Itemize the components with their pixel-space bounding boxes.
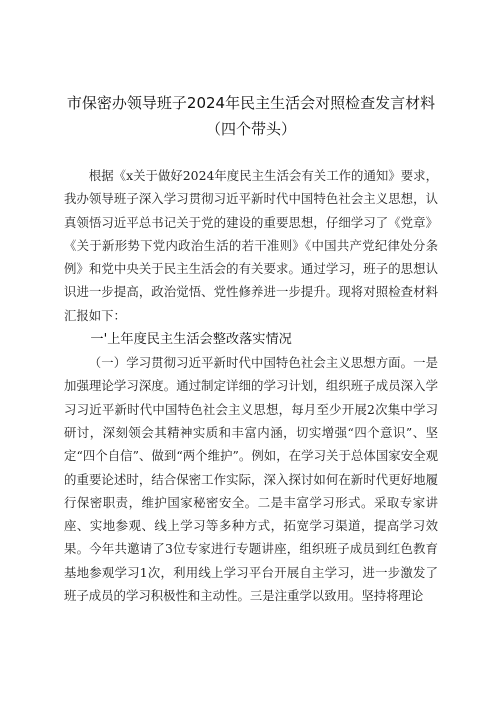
title-block: [64, 90, 438, 142]
document-title: 市保密办领导班子2024年民主生活会对照检查发言材料: [66, 94, 436, 112]
intro-paragraph: 根据《x关于做好2024年度民主生活会有关工作的通知》要求，我办领导班子深入学习贯彻习近平新时代中国特色社会主义思想，认真领悟习近平总书记关于党的建设的重要思想，仔细学习了《党章》《关于新形势下党内政治生活的若干准则》《中国共产党纪律处分条例》和党中央关于民主生活会的有关要求。通过学习，班子的思想认识进一步提高，政治觉悟、党性修养进一步提升。现将对照检查材料汇报如下：: [64, 168, 438, 323]
section-heading: 一'上年度民主生活会整改落实情况: [90, 332, 292, 348]
document-subtitle: （四个带头）: [205, 120, 296, 138]
section-paragraph: （一）学习贯彻习近平新时代中国特色社会主义思想方面。一是加强理论学习深度。通过制定详细的学习计划，组织班子成员深入学习习近平新时代中国特色社会主义思想，每月至少开展2次集中学习研讨，深刻领会其精神实质和丰富内涵，切实增强“四个意识”、坚定“四个自信”、做到“两个维护”。例如，在学习关于总体国家安全观的重要论述时，结合保密工作实际，深入探讨如何在新时代更好地履行保密职责，维护国家秘密安全。二是丰富学习形式。采取专家讲座、实地参观、线上学习等多种方式，拓宽学习渠道，提高学习效果。今年共邀请了3位专家进行专题讲座，组织班子成员到红色教育基地参观学习1次，利用线上学习平台开展自主学习，进一步激发了班子成员的学习积极性和主动性。三是注重学以致用。坚持将理论: [64, 355, 438, 604]
